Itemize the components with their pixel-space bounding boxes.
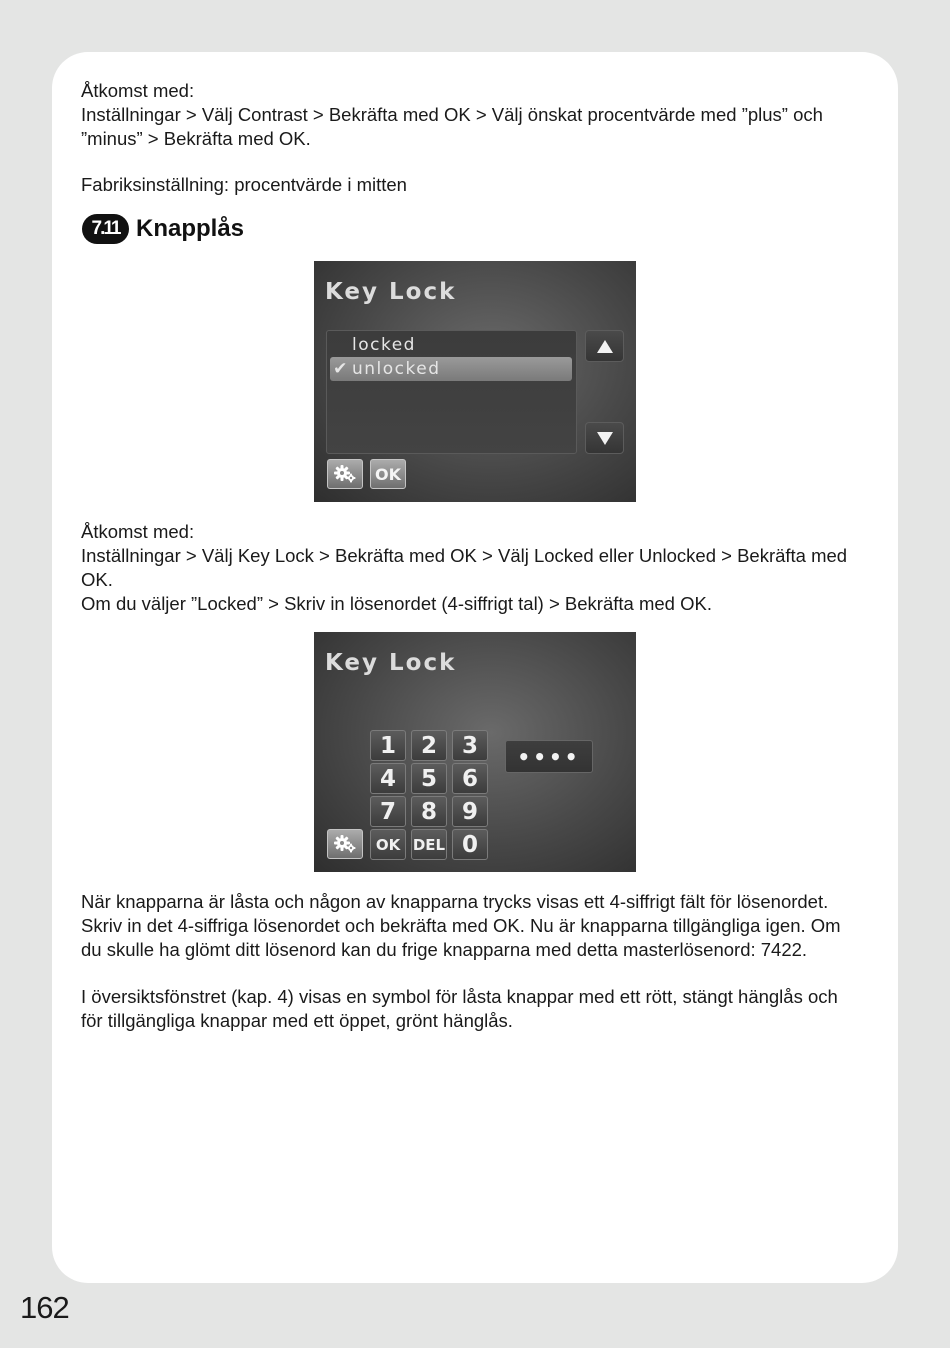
check-icon: ✔ bbox=[333, 359, 349, 379]
delete-key[interactable]: DEL bbox=[411, 829, 447, 860]
paragraph-line: I översiktsfönstret (kap. 4) visas en symbol för låsta knappar med ett rött, stängt hänglås och bbox=[81, 986, 838, 1007]
paragraph-line: för tillgängliga knappar med ett öppet, grönt hänglås. bbox=[81, 1010, 513, 1031]
paragraph-line: Skriv in det 4-siffriga lösenordet och bekräfta med OK. Nu är knapparna tillgängliga igen. Om bbox=[81, 915, 841, 936]
key-8[interactable]: 8 bbox=[411, 796, 447, 827]
key-9[interactable]: 9 bbox=[452, 796, 488, 827]
paragraph-2 bbox=[81, 985, 881, 1033]
access-path-line: Om du väljer ”Locked” > Skriv in lösenordet (4-siffrigt tal) > Bekräfta med OK. bbox=[81, 593, 712, 614]
triangle-up-icon bbox=[597, 340, 613, 353]
intro-text bbox=[81, 79, 881, 151]
section-heading bbox=[82, 214, 244, 244]
key-6[interactable]: 6 bbox=[452, 763, 488, 794]
settings-button[interactable] bbox=[327, 829, 363, 859]
screen-title: Key Lock bbox=[325, 650, 457, 676]
factory-setting-text: Fabriksinställning: procentvärde i mitten bbox=[81, 174, 407, 195]
pin-display-field: •••• bbox=[505, 740, 593, 773]
paragraph-line: När knapparna är låsta och någon av knapparna trycks visas ett 4-siffrigt fält för lösenordet. bbox=[81, 891, 829, 912]
triangle-down-icon bbox=[597, 432, 613, 445]
gears-icon bbox=[333, 834, 357, 854]
gears-icon bbox=[333, 464, 357, 484]
option-label: locked bbox=[352, 335, 416, 355]
access-path-line: ”minus” > Bekräfta med OK. bbox=[81, 128, 311, 149]
key-4[interactable]: 4 bbox=[370, 763, 406, 794]
access-label: Åtkomst med: bbox=[81, 521, 195, 542]
key-1[interactable]: 1 bbox=[370, 730, 406, 761]
ok-button[interactable]: OK bbox=[370, 459, 406, 489]
scroll-down-button[interactable] bbox=[585, 422, 624, 454]
access-text-2 bbox=[81, 520, 881, 616]
paragraph-1 bbox=[81, 890, 881, 962]
section-number-badge: 7.11 bbox=[82, 214, 129, 244]
key-5[interactable]: 5 bbox=[411, 763, 447, 794]
ok-key[interactable]: OK bbox=[370, 829, 406, 860]
key-7[interactable]: 7 bbox=[370, 796, 406, 827]
screen-title: Key Lock bbox=[325, 279, 457, 305]
scroll-up-button[interactable] bbox=[585, 330, 624, 362]
key-lock-keypad-screen bbox=[314, 632, 636, 872]
option-unlocked[interactable] bbox=[330, 357, 572, 381]
key-lock-options-screen bbox=[314, 261, 636, 502]
key-0[interactable]: 0 bbox=[452, 829, 488, 860]
page-number: 162 bbox=[20, 1290, 69, 1325]
access-path-line: Inställningar > Välj Contrast > Bekräfta med OK > Välj önskat procentvärde med ”plus” och bbox=[81, 104, 823, 125]
section-title: Knapplås bbox=[136, 215, 245, 242]
access-label: Åtkomst med: bbox=[81, 80, 195, 101]
option-label: unlocked bbox=[352, 359, 441, 379]
settings-button[interactable] bbox=[327, 459, 363, 489]
access-path-line: OK. bbox=[81, 569, 113, 590]
key-3[interactable]: 3 bbox=[452, 730, 488, 761]
key-2[interactable]: 2 bbox=[411, 730, 447, 761]
option-list bbox=[326, 330, 577, 454]
paragraph-line: du skulle ha glömt ditt lösenord kan du frige knapparna med detta masterlösenord: 7422. bbox=[81, 939, 808, 960]
access-path-line: Inställningar > Välj Key Lock > Bekräfta med OK > Välj Locked eller Unlocked > Bekräfta med bbox=[81, 545, 848, 566]
option-locked[interactable] bbox=[330, 333, 572, 357]
